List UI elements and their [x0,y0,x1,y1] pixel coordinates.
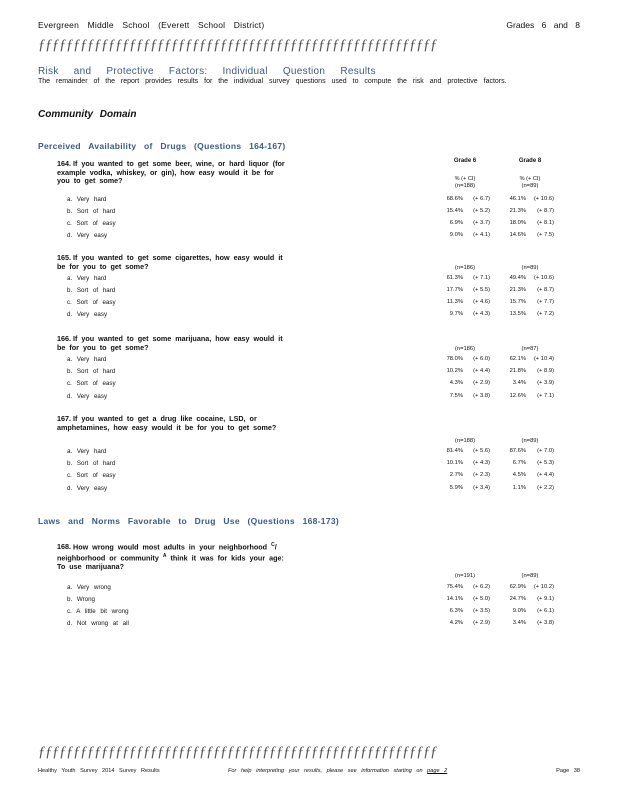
value-g8: 21.8% [509,368,526,374]
question-167 [57,415,287,432]
value-g6: 6.3% [449,608,463,614]
question-number: 167. [57,414,71,423]
ci-g6: (+ 5.5) [473,287,490,293]
question-text: If you wanted to get some beer, wine, or hard liquor (for example vodka, whiskey, or gin), how easy would it be for you to get some? [57,159,285,186]
intro-text: The remainder of the report provides results for the individual survey questions used to compute the risk and protective factors. [38,78,507,85]
ci-g8: (+ 10.4) [533,356,554,362]
value-g6: 4.3% [449,380,463,386]
option-label: d. Very easy [67,393,108,400]
ci-g6: (+ 3.8) [473,393,490,399]
question-number: 164. [57,159,71,168]
ci-g8: (+ 8.7) [537,287,554,293]
value-g8: 21.3% [509,208,526,214]
value-g6: 10.1% [446,460,463,466]
ci-g6: (+ 4.1) [473,232,490,238]
value-g6: 9.7% [449,311,463,317]
question-text: If you wanted to get a drug like cocaine, LSD, or amphetamines, how easy would it be for you to get some? [57,414,277,432]
value-g8: 62.9% [509,584,526,590]
question-number: 168. [57,542,71,552]
value-g8: 9.0% [512,608,526,614]
sample-size-g6: (n=188) [454,438,476,444]
value-g8: 6.7% [512,460,526,466]
school-header: Evergreen Middle School (Everett School District) [38,20,265,30]
value-g8: 1.1% [512,485,526,491]
value-g6: 6.9% [449,220,463,226]
sample-size-g8: (n=89) [521,265,539,271]
ci-g6: (+ 7.1) [473,275,490,281]
subsection-title-laws-norms: Laws and Norms Favorable to Drug Use (Questions 168-173) [38,516,340,526]
sample-size-g8: (n=89) [521,573,539,579]
option-label: c. A little bit wrong [67,608,129,615]
sample-size-g6: (n=188) [454,183,476,189]
value-g6: 78.0% [446,356,463,362]
ci-g8: (+ 9.1) [537,596,554,602]
ci-g6: (+ 3.4) [473,485,490,491]
ci-g8: (+ 7.5) [537,232,554,238]
question-number: 165. [57,253,71,262]
top-divider: ƒƒƒƒƒƒƒƒƒƒƒƒƒƒƒƒƒƒƒƒƒƒƒƒƒƒƒƒƒƒƒƒƒƒƒƒƒƒƒƒƒƒƒƒƒƒƒƒƒƒƒƒƒƒƒƒƒ [38,38,437,52]
ci-g8: (+ 8.9) [537,368,554,374]
ci-g6: (+ 3.5) [473,608,490,614]
value-g8: 49.4% [509,275,526,281]
option-label: a. Very hard [67,275,107,282]
ci-g8: (+ 3.9) [537,380,554,386]
value-g8: 21.3% [509,287,526,293]
ci-g6: (+ 2.9) [473,620,490,626]
question-166 [57,335,287,352]
grade8-ci-label: % (+ CI) [519,176,541,182]
value-g6: 2.7% [449,472,463,478]
value-g8: 24.7% [509,596,526,602]
value-g6: 5.9% [449,485,463,491]
question-text: If you wanted to get some marijuana, how easy would it be for you to get some? [57,334,283,352]
value-g8: 87.6% [509,448,526,454]
ci-g6: (+ 5.0) [473,596,490,602]
value-g8: 46.1% [509,196,526,202]
ci-g8: (+ 7.1) [537,393,554,399]
value-g6: 81.4% [446,448,463,454]
option-label: a. Very hard [67,196,107,203]
ci-g8: (+ 7.0) [537,448,554,454]
domain-title: Community Domain [38,109,137,120]
ci-g6: (+ 5.2) [473,208,490,214]
value-g8: 18.0% [509,220,526,226]
ci-g8: (+ 8.1) [537,220,554,226]
option-label: c. Sort of easy [67,472,116,479]
footer-help-sentence: For help interpreting your results, please see information starting on [228,768,423,774]
ci-g8: (+ 4.4) [537,472,554,478]
grade6-ci-label: % (+ CI) [454,176,476,182]
value-g6: 17.7% [446,287,463,293]
ci-g6: (+ 6.7) [473,196,490,202]
value-g6: 7.5% [449,393,463,399]
value-g8: 13.5% [509,311,526,317]
footer-page-link[interactable]: page 2 [427,768,448,774]
question-168 [57,541,287,572]
option-label: a. Very wrong [67,584,111,591]
option-label: c. Sort of easy [67,380,116,387]
option-label: b. Sort of hard [67,460,116,467]
option-label: d. Very easy [67,232,108,239]
question-text-part-c: think it was for kids your age: To use marijuana? [57,553,284,571]
ci-g8: (+ 10.6) [533,275,554,281]
sample-size-g6: (n=186) [454,346,476,352]
value-g6: 75.4% [446,584,463,590]
option-label: a. Very hard [67,448,107,455]
value-g6: 9.0% [449,232,463,238]
bottom-divider: ƒƒƒƒƒƒƒƒƒƒƒƒƒƒƒƒƒƒƒƒƒƒƒƒƒƒƒƒƒƒƒƒƒƒƒƒƒƒƒƒƒƒƒƒƒƒƒƒƒƒƒƒƒƒƒƒƒ [38,745,437,759]
sample-size-g6: (n=191) [454,573,476,579]
footnote-c-marker: C [271,542,275,548]
option-label: b. Sort of hard [67,368,116,375]
ci-g6: (+ 2.3) [473,472,490,478]
ci-g8: (+ 10.2) [533,584,554,590]
value-g8: 3.4% [512,380,526,386]
question-165 [57,254,287,271]
ci-g8: (+ 10.6) [533,196,554,202]
sample-size-g8: (n=87) [521,346,539,352]
value-g6: 15.4% [446,208,463,214]
option-label: a. Very hard [67,356,107,363]
footer-help-text [228,768,447,774]
option-label: d. Not wrong at all [67,620,129,627]
value-g8: 15.7% [509,299,526,305]
question-number: 166. [57,334,71,343]
question-text: If you wanted to get some cigarettes, how easy would it be for you to get some? [57,253,283,271]
option-label: c. Sort of easy [67,299,116,306]
value-g6: 11.3% [446,299,463,305]
sample-size-g6: (n=186) [454,265,476,271]
option-label: d. Very easy [67,311,108,318]
sample-size-g8: (n=89) [521,183,539,189]
ci-g8: (+ 3.8) [537,620,554,626]
question-text-part-a: How wrong would most adults in your neighborhood [73,542,268,552]
value-g8: 62.1% [509,356,526,362]
value-g8: 3.4% [512,620,526,626]
sample-size-g8: (n=89) [521,438,539,444]
ci-g6: (+ 4.3) [473,311,490,317]
ci-g6: (+ 5.6) [473,448,490,454]
ci-g6: (+ 6.0) [473,356,490,362]
option-label: b. Sort of hard [67,287,116,294]
grade8-header: Grade 8 [518,158,542,164]
ci-g8: (+ 2.2) [537,485,554,491]
ci-g6: (+ 3.7) [473,220,490,226]
value-g8: 14.6% [509,232,526,238]
value-g8: 12.6% [509,393,526,399]
option-label: d. Very easy [67,485,108,492]
option-label: b. Sort of hard [67,208,116,215]
subsection-title-availability: Perceived Availability of Drugs (Questions 164-167) [38,141,286,151]
value-g8: 4.5% [512,472,526,478]
ci-g8: (+ 7.7) [537,299,554,305]
section-title: Risk and Protective Factors: Individual Question Results [38,66,376,77]
ci-g8: (+ 8.7) [537,208,554,214]
ci-g6: (+ 4.6) [473,299,490,305]
value-g6: 61.3% [446,275,463,281]
page-number: Page 38 [556,768,580,774]
grade6-header: Grade 6 [453,158,477,164]
ci-g6: (+ 2.9) [473,380,490,386]
footer-survey-name: Healthy Youth Survey 2014 Survey Results [38,768,160,774]
question-164 [57,160,287,186]
option-label: b. Wrong [67,596,95,603]
footnote-a-marker: A [162,552,167,559]
value-g6: 4.2% [449,620,463,626]
ci-g6: (+ 4.4) [473,368,490,374]
value-g6: 68.6% [446,196,463,202]
ci-g6: (+ 6.2) [473,584,490,590]
ci-g8: (+ 7.2) [537,311,554,317]
question-text-part-b: / neighborhood or community [57,542,277,563]
grades-header: Grades 6 and 8 [506,20,580,30]
value-g6: 10.2% [446,368,463,374]
option-label: c. Sort of easy [67,220,116,227]
ci-g8: (+ 6.1) [537,608,554,614]
ci-g6: (+ 4.3) [473,460,490,466]
ci-g8: (+ 5.3) [537,460,554,466]
value-g6: 14.1% [446,596,463,602]
